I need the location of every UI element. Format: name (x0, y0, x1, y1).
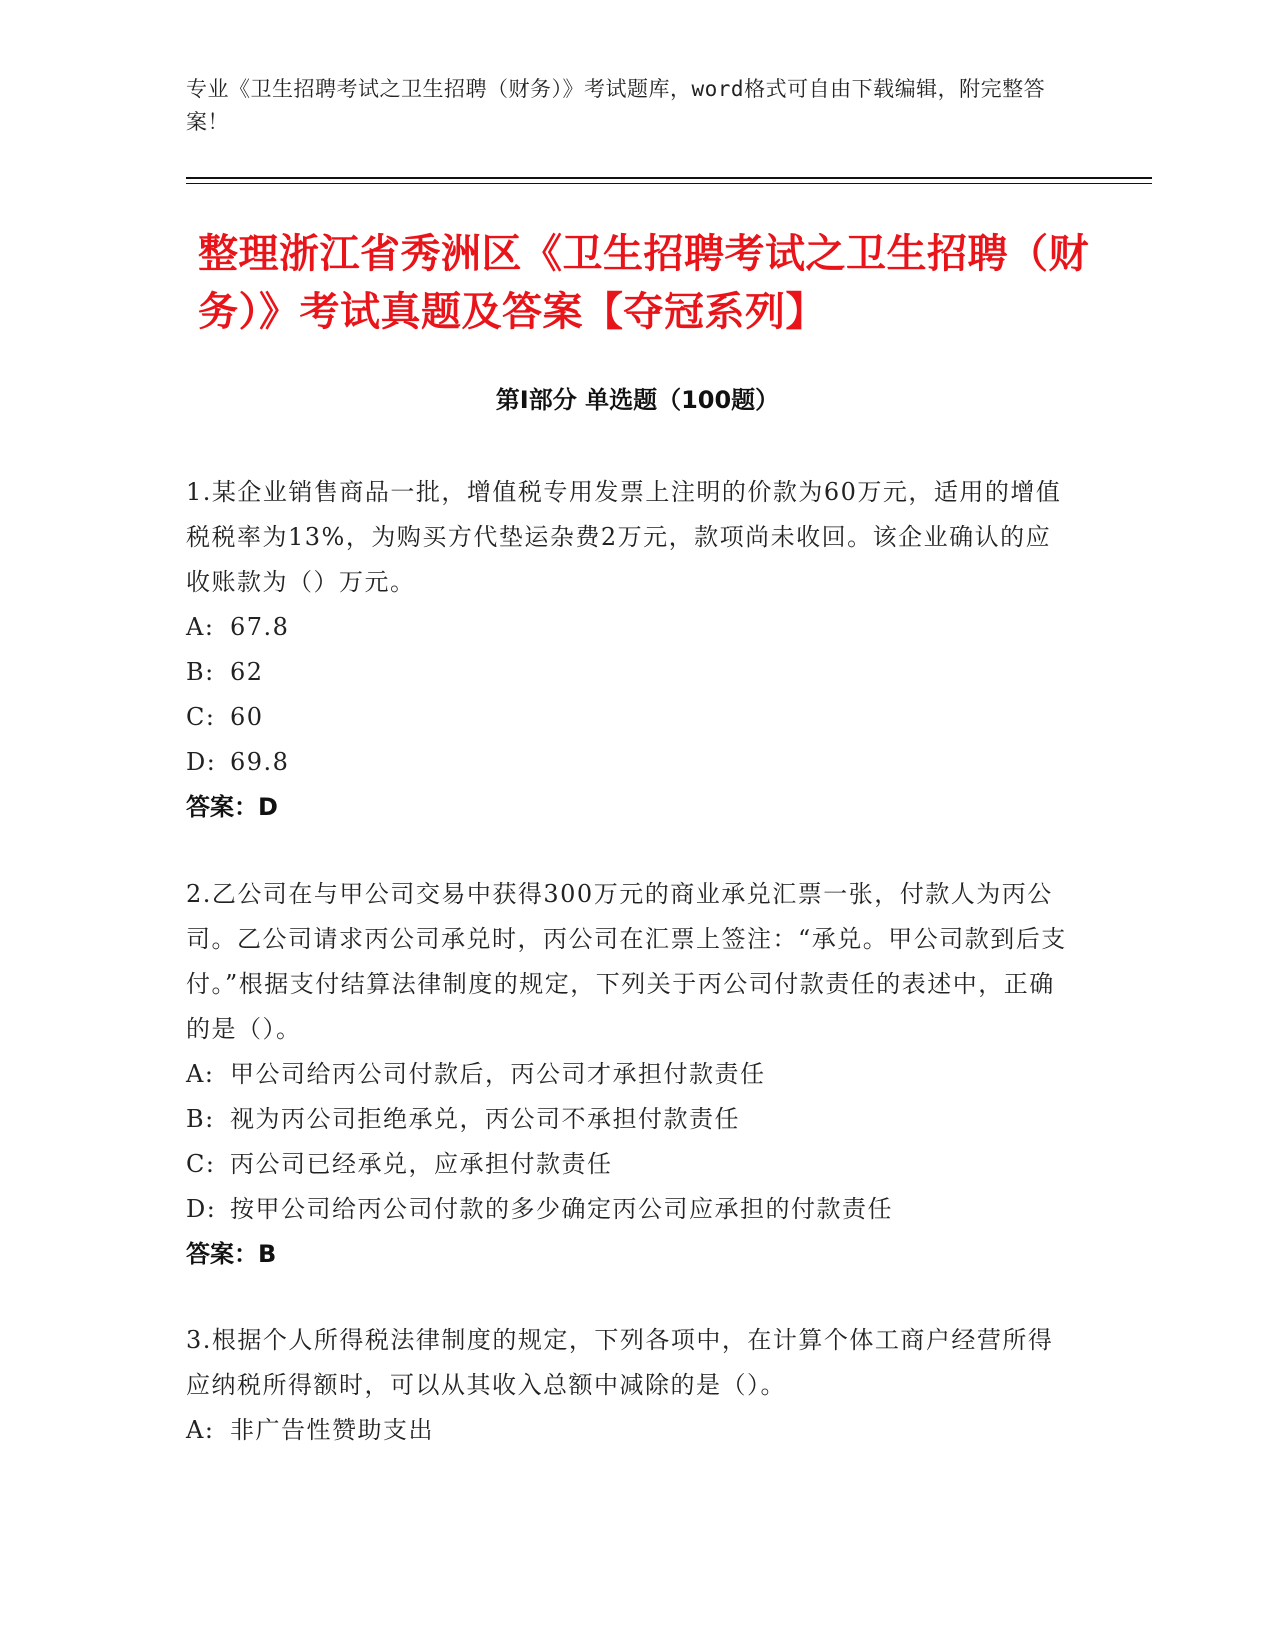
option-text: 60 (230, 703, 264, 731)
option-a (186, 605, 1076, 650)
option-c (186, 695, 1076, 740)
answer: 答案：B (186, 1240, 277, 1268)
option-text: 非广告性赞助支出 (230, 1416, 434, 1444)
option-b (186, 650, 1076, 695)
option-letter: D: (186, 1195, 217, 1223)
option-letter: A: (186, 613, 215, 641)
question-2 (186, 872, 1076, 1277)
option-text: 视为丙公司拒绝承兑，丙公司不承担付款责任 (230, 1105, 740, 1133)
option-c (186, 1142, 1076, 1187)
option-text: 67.8 (230, 613, 290, 641)
section-title: 第Ⅰ部分 单选题（100题） (495, 386, 780, 414)
question-1 (186, 470, 1076, 830)
question-stem: 2.乙公司在与甲公司交易中获得300万元的商业承兑汇票一张，付款人为丙公司。乙公司请求丙公司承兑时，丙公司在汇票上签注：“承兑。甲公司款到后支付。”根据支付结算法律制度的规定，下列关于丙公司付款责任的表述中，正确的是（）。 (186, 880, 1067, 1043)
option-letter: D: (186, 748, 217, 776)
option-a (186, 1408, 1076, 1453)
question-stem: 3.根据个人所得税法律制度的规定，下列各项中，在计算个体工商户经营所得应纳税所得额时，可以从其收入总额中减除的是（）。 (186, 1326, 1054, 1399)
option-letter: B: (186, 658, 215, 686)
question-3 (186, 1318, 1076, 1453)
option-text: 丙公司已经承兑，应承担付款责任 (230, 1150, 613, 1178)
option-d (186, 740, 1076, 785)
option-letter: C: (186, 703, 216, 731)
answer: 答案：D (186, 793, 278, 821)
option-text: 62 (230, 658, 264, 686)
option-text: 按甲公司给丙公司付款的多少确定丙公司应承担的付款责任 (230, 1195, 893, 1223)
option-text: 甲公司给丙公司付款后，丙公司才承担付款责任 (230, 1060, 766, 1088)
option-a (186, 1052, 1076, 1097)
header-note: 专业《卫生招聘考试之卫生招聘（财务）》考试题库，word格式可自由下载编辑，附完整答案！ (186, 77, 1046, 134)
option-letter: A: (186, 1060, 215, 1088)
option-letter: B: (186, 1105, 215, 1133)
question-stem: 1.某企业销售商品一批，增值税专用发票上注明的价款为60万元，适用的增值税税率为13%，为购买方代垫运杂费2万元，款项尚未收回。该企业确认的应收账款为（）万元。 (186, 478, 1062, 596)
option-text: 69.8 (230, 748, 290, 776)
option-b (186, 1097, 1076, 1142)
header-rule-thick (186, 177, 1152, 179)
header-rule-thin (186, 183, 1152, 184)
option-letter: A: (186, 1416, 215, 1444)
option-letter: C: (186, 1150, 216, 1178)
option-d (186, 1187, 1076, 1232)
document-title: 整理浙江省秀洲区《卫生招聘考试之卫生招聘（财务）》考试真题及答案【夺冠系列】 (198, 231, 1089, 335)
